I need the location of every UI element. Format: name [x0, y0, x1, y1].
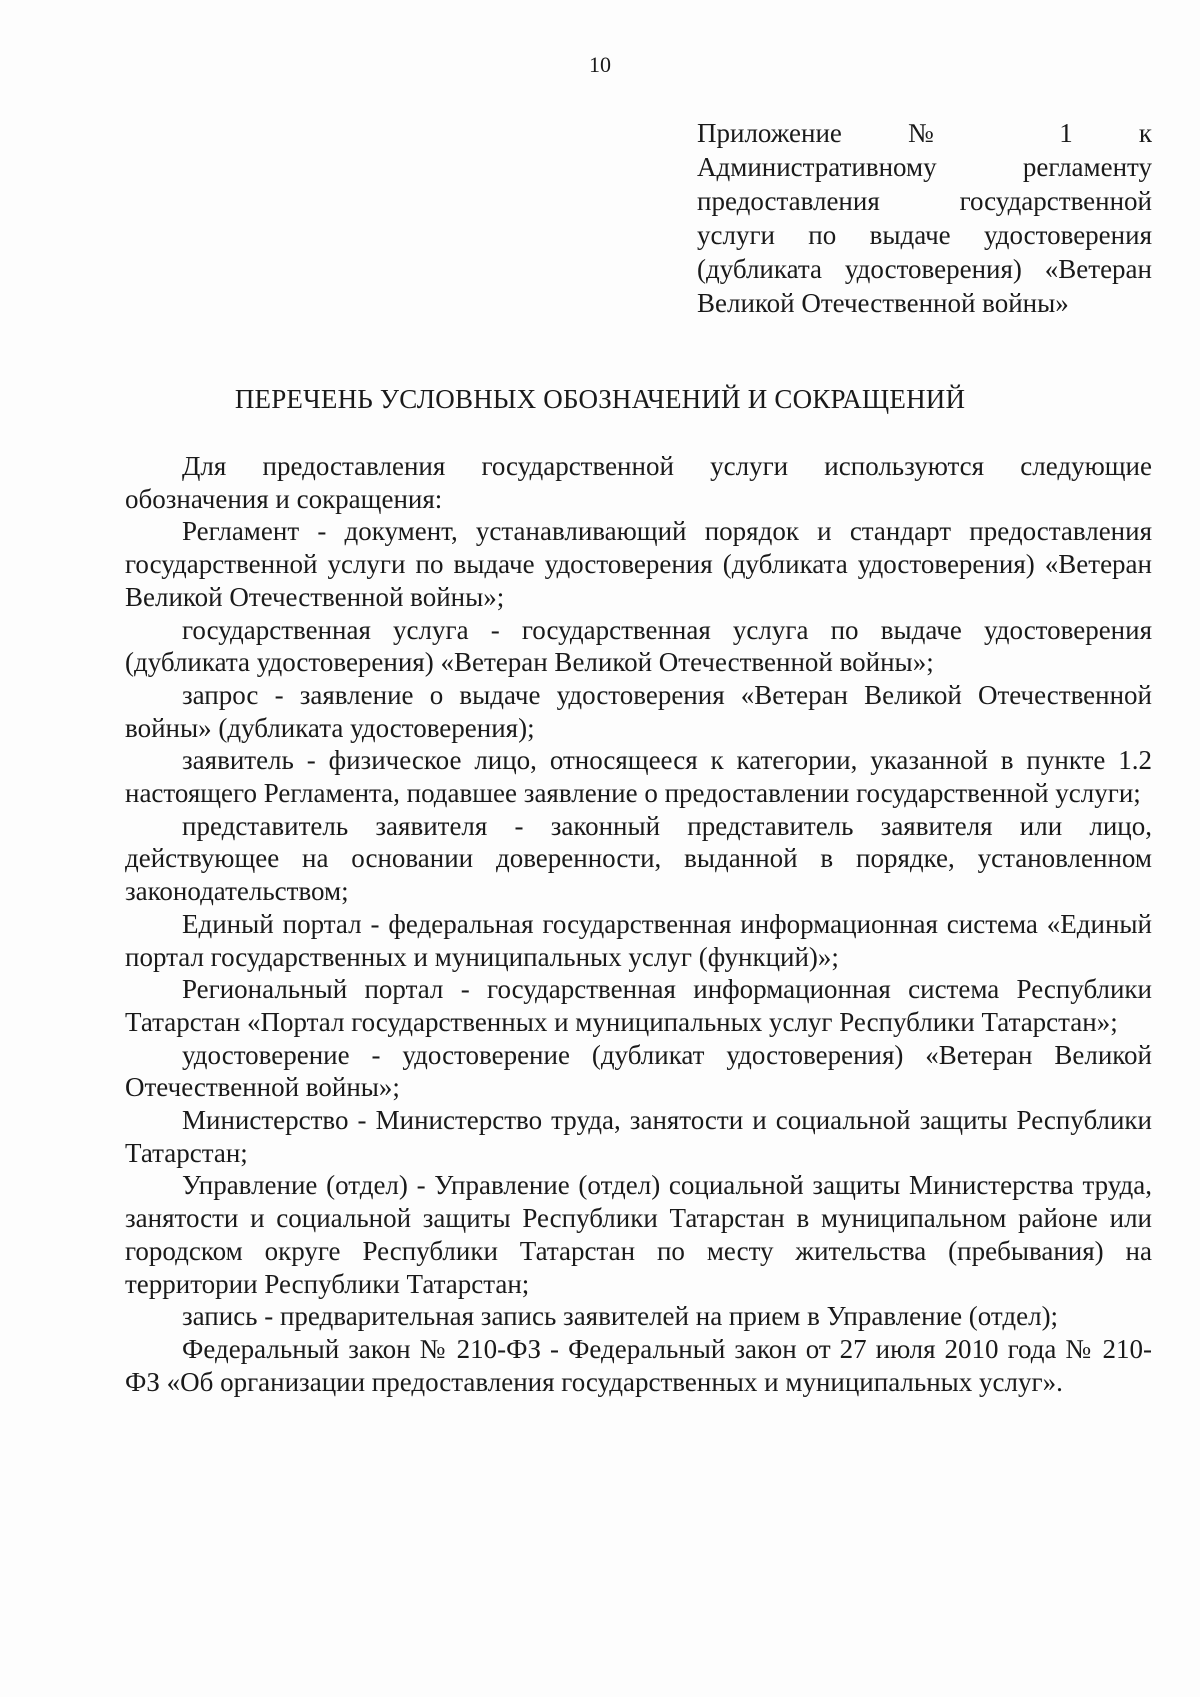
page-number: 10 [589, 52, 611, 77]
document-heading: ПЕРЕЧЕНЬ УСЛОВНЫХ ОБОЗНАЧЕНИЙ И СОКРАЩЕНИЙ [234, 384, 966, 414]
paragraph-definition: Единый портал - федеральная государственная информационная система «Единый портал государственных и муниципальных услуг (функций)»; [125, 908, 1152, 972]
annex-line: Административному регламенту [697, 152, 1152, 182]
annex-line: Приложение № 1 к [697, 118, 1152, 148]
paragraph-intro: Для предоставления государственной услуги используются следующие обозначения и сокращения: [125, 451, 1152, 514]
annex-header [697, 116, 1152, 320]
paragraph-definition: Регламент - документ, устанавливающий порядок и стандарт предоставления государственной услуги по выдаче удостоверения (дубликата удостоверения) «Ветеран Великой Отечественной войны»; [125, 516, 1152, 612]
annex-line: услуги по выдаче удостоверения [697, 220, 1152, 250]
paragraph-definition: удостоверение - удостоверение (дубликат удостоверения) «Ветеран Великой Отечественной войны»; [125, 1039, 1152, 1103]
document-body [125, 450, 1152, 1398]
annex-line: (дубликата удостоверения) «Ветеран [697, 254, 1152, 284]
paragraph-definition: государственная услуга - государственная услуга по выдаче удостоверения (дубликата удостоверения) «Ветеран Великой Отечественной войны»; [125, 614, 1152, 678]
paragraph-definition: запись - предварительная запись заявителей на прием в Управление (отдел); [182, 1301, 1059, 1332]
paragraph-definition: Управление (отдел) - Управление (отдел) социальной защиты Министерства труда, занятости и социальной защиты Республики Татарстан в муниципальном районе или городском округе Республики Татарстан по месту жительства (пребывания) на территории Республики Татарстан; [125, 1170, 1152, 1299]
paragraph-definition: Региональный портал - государственная информационная система Республики Татарстан «Портал государственных и муниципальных услуг Республики Татарстан»; [125, 974, 1152, 1037]
paragraph-definition: представитель заявителя - законный представитель заявителя или лицо, действующее на основании доверенности, выданной в порядке, установленном законодательством; [125, 810, 1152, 907]
annex-line: предоставления государственной [697, 186, 1152, 216]
paragraph-definition: Министерство - Министерство труда, занятости и социальной защиты Республики Татарстан; [125, 1105, 1152, 1168]
paragraph-definition: запрос - заявление о выдаче удостоверения «Ветеран Великой Отечественной войны» (дубликата удостоверения); [125, 679, 1152, 743]
paragraph-definition: заявитель - физическое лицо, относящееся к категории, указанной в пункте 1.2 настоящего Регламента, подавшее заявление о предоставлении государственной услуги; [125, 745, 1152, 809]
paragraph-definition: Федеральный закон № 210-ФЗ - Федеральный закон от 27 июля 2010 года № 210-ФЗ «Об организации предоставления государственных и муниципальных услуг». [125, 1333, 1152, 1397]
annex-line: Великой Отечественной войны» [697, 288, 1069, 318]
